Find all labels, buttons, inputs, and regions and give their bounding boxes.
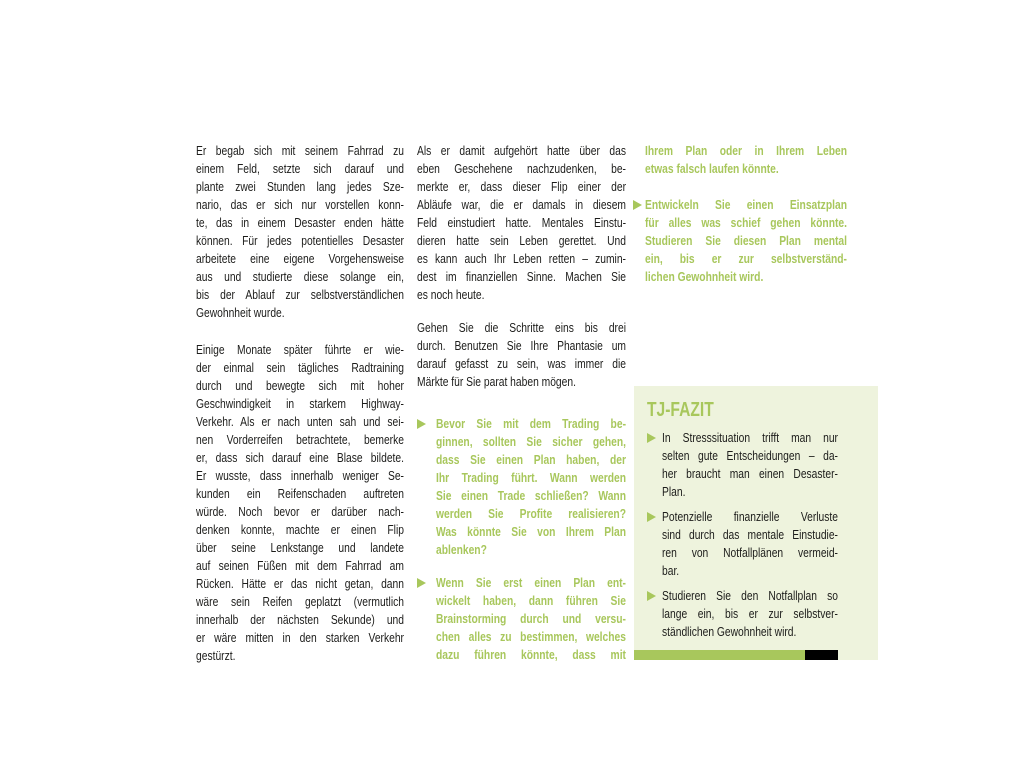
text-line: Studieren Sie diesen Plan mental bbox=[645, 233, 847, 248]
text-line: Geschwindigkeit in starkem Highway- bbox=[196, 396, 404, 411]
text-line: merkte er, dass dieser Flip einer der bbox=[417, 179, 626, 194]
text-line: Abläufe war, die er damals in diesem bbox=[417, 197, 626, 212]
text-line: In Stresssituation trifft man nur bbox=[662, 430, 838, 445]
text-line: bar. bbox=[662, 563, 680, 578]
bullet-triangle-icon bbox=[417, 578, 426, 588]
text-line: plante zwei Stunden lang jedes Sze- bbox=[196, 179, 404, 194]
text-line: ginnen, sollten Sie sicher gehen, bbox=[436, 434, 626, 449]
text-line: Brainstorming durch und versu- bbox=[436, 611, 626, 626]
text-line: bis der Ablauf zur selbstverständlichen bbox=[196, 287, 404, 302]
text-column-left bbox=[196, 142, 404, 665]
text-line: es kann auch Ihr Leben retten – zumin- bbox=[417, 251, 626, 266]
bullet-item bbox=[647, 587, 838, 641]
text-line: dieren hatte sein Leben gerettet. Und bbox=[417, 233, 626, 248]
text-line: wäre sein Reifen geplatzt (vermutlich bbox=[196, 594, 404, 609]
text-line: über seine Lenkstange und landete bbox=[196, 540, 404, 555]
bullet-triangle-icon bbox=[647, 512, 656, 522]
text-line: denken konnte, machte er einen Flip bbox=[196, 522, 404, 537]
text-line: es noch heute. bbox=[417, 287, 485, 302]
fazit-box bbox=[634, 386, 878, 660]
text-line: ständlichen Gewohnheit wird. bbox=[662, 624, 797, 639]
text-line: Märkte für Sie parat haben mögen. bbox=[417, 374, 576, 389]
footer-bar-green-segment bbox=[634, 650, 805, 660]
fazit-footer-bar bbox=[634, 650, 838, 660]
text-line: etwas falsch laufen könnte. bbox=[645, 161, 779, 176]
paragraph bbox=[417, 319, 626, 391]
bullet-triangle-icon bbox=[417, 419, 426, 429]
text-line: dest im finanziellen Sinne. Machen Sie bbox=[417, 269, 626, 284]
bullet-item bbox=[633, 196, 847, 286]
text-line: Gehen Sie die Schritte eins bis drei bbox=[417, 320, 626, 335]
text-line: aus und studierte diese solange ein, bbox=[196, 269, 404, 284]
text-line: für alles was schief gehen könnte. bbox=[645, 215, 847, 230]
text-line: Er begab sich mit seinem Fahrrad zu bbox=[196, 143, 404, 158]
text-line: werden Sie Profite realisieren? bbox=[436, 506, 626, 521]
text-line: der einmal sein tägliches Radtraining bbox=[196, 360, 404, 375]
text-line: dass Sie einen Plan haben, der bbox=[436, 452, 626, 467]
text-line: Er wusste, dass innerhalb weniger Se- bbox=[196, 468, 404, 483]
text-column-middle bbox=[417, 142, 626, 664]
bullet-triangle-icon bbox=[647, 591, 656, 601]
text-line: arbeitete eine eigene Vorgehensweise bbox=[196, 251, 404, 266]
text-line: Verkehr. Als er nach unten sah und sei- bbox=[196, 414, 404, 429]
text-column-right bbox=[633, 142, 847, 286]
text-line: Einige Monate später führte er wie- bbox=[196, 342, 404, 357]
text-line: te, das in einem Desaster enden hätte bbox=[196, 215, 404, 230]
text-line: eben Geschehene nachzudenken, be- bbox=[417, 161, 626, 176]
text-line: chen alles zu bestimmen, welches bbox=[436, 629, 626, 644]
text-line: Als er damit aufgehört hatte über das bbox=[417, 143, 626, 158]
paragraph bbox=[196, 341, 404, 665]
text-line: lichen Gewohnheit wird. bbox=[645, 269, 764, 284]
text-line: Wenn Sie erst einen Plan ent- bbox=[436, 575, 626, 590]
text-line: Gewohnheit wurde. bbox=[196, 305, 285, 320]
bullet-item bbox=[417, 574, 626, 664]
fazit-box-title: TJ-FAZIT bbox=[647, 399, 714, 421]
text-line: Entwickeln Sie einen Einsatzplan bbox=[645, 197, 847, 212]
text-line: her braucht man einen Desaster- bbox=[662, 466, 838, 481]
text-line: Sie einen Trade schließen? Wann bbox=[436, 488, 626, 503]
bullet-item bbox=[647, 508, 838, 580]
paragraph bbox=[417, 142, 626, 304]
bullet-continuation bbox=[633, 142, 847, 178]
text-line: ren von Notfallplänen vermeid- bbox=[662, 545, 838, 560]
text-line: ablenken? bbox=[436, 542, 487, 557]
text-line: Was könnte Sie von Ihrem Plan bbox=[436, 524, 626, 539]
text-line: Feld einstudiert hatte. Mentales Einstu- bbox=[417, 215, 626, 230]
text-line: sind durch das mentale Einstudie- bbox=[662, 527, 838, 542]
text-line: Bevor Sie mit dem Trading be- bbox=[436, 416, 626, 431]
text-line: innerhalb der nächsten Sekunde) und bbox=[196, 612, 404, 627]
text-line: Studieren Sie den Notfallplan so bbox=[662, 588, 838, 603]
bullet-triangle-icon bbox=[647, 433, 656, 443]
fazit-box-content bbox=[647, 429, 838, 641]
text-line: durch. Benutzen Sie Ihre Phantasie um bbox=[417, 338, 626, 353]
text-line: dazu führen könnte, dass mit bbox=[436, 647, 626, 662]
paragraph bbox=[196, 142, 404, 322]
text-line: können. Für jedes potentielles Desaster bbox=[196, 233, 404, 248]
text-line: durch und bewegte sich mit hoher bbox=[196, 378, 404, 393]
text-line: ein, bis er zur selbstverständ- bbox=[645, 251, 847, 266]
text-line: nario, das er sich nur vorstellen konn- bbox=[196, 197, 404, 212]
text-line: Ihr Trading führt. Wann werden bbox=[436, 470, 626, 485]
text-line: Rücken. Hätte er das nicht getan, dann bbox=[196, 576, 404, 591]
bullet-item bbox=[647, 429, 838, 501]
text-line: Potenzielle finanzielle Verluste bbox=[662, 509, 838, 524]
text-line: darauf gefasst zu sein, was immer die bbox=[417, 356, 626, 371]
text-line: auf seinen Füßen mit dem Fahrrad am bbox=[196, 558, 404, 573]
text-line: wickelt haben, dann führen Sie bbox=[436, 593, 626, 608]
text-line: lange ein, bis er zur selbstver- bbox=[662, 606, 838, 621]
text-line: einem Feld, setzte sich darauf und bbox=[196, 161, 404, 176]
text-line: Plan. bbox=[662, 484, 686, 499]
text-line: kunden ein Reifenschaden auftreten bbox=[196, 486, 404, 501]
text-line: würde. Noch bevor er darüber nach- bbox=[196, 504, 404, 519]
bullet-triangle-icon bbox=[633, 200, 642, 210]
footer-bar-black-segment bbox=[805, 650, 838, 660]
text-line: Ihrem Plan oder in Ihrem Leben bbox=[645, 143, 847, 158]
bullet-item bbox=[417, 415, 626, 559]
text-line: selten gute Entscheidungen – da- bbox=[662, 448, 838, 463]
text-line: gestürzt. bbox=[196, 648, 236, 663]
text-line: er wäre mitten in den starken Verkehr bbox=[196, 630, 404, 645]
text-line: nen Vorderreifen betrachtete, bemerke bbox=[196, 432, 404, 447]
text-line: er, dass sich darauf eine Blase bildete. bbox=[196, 450, 404, 465]
